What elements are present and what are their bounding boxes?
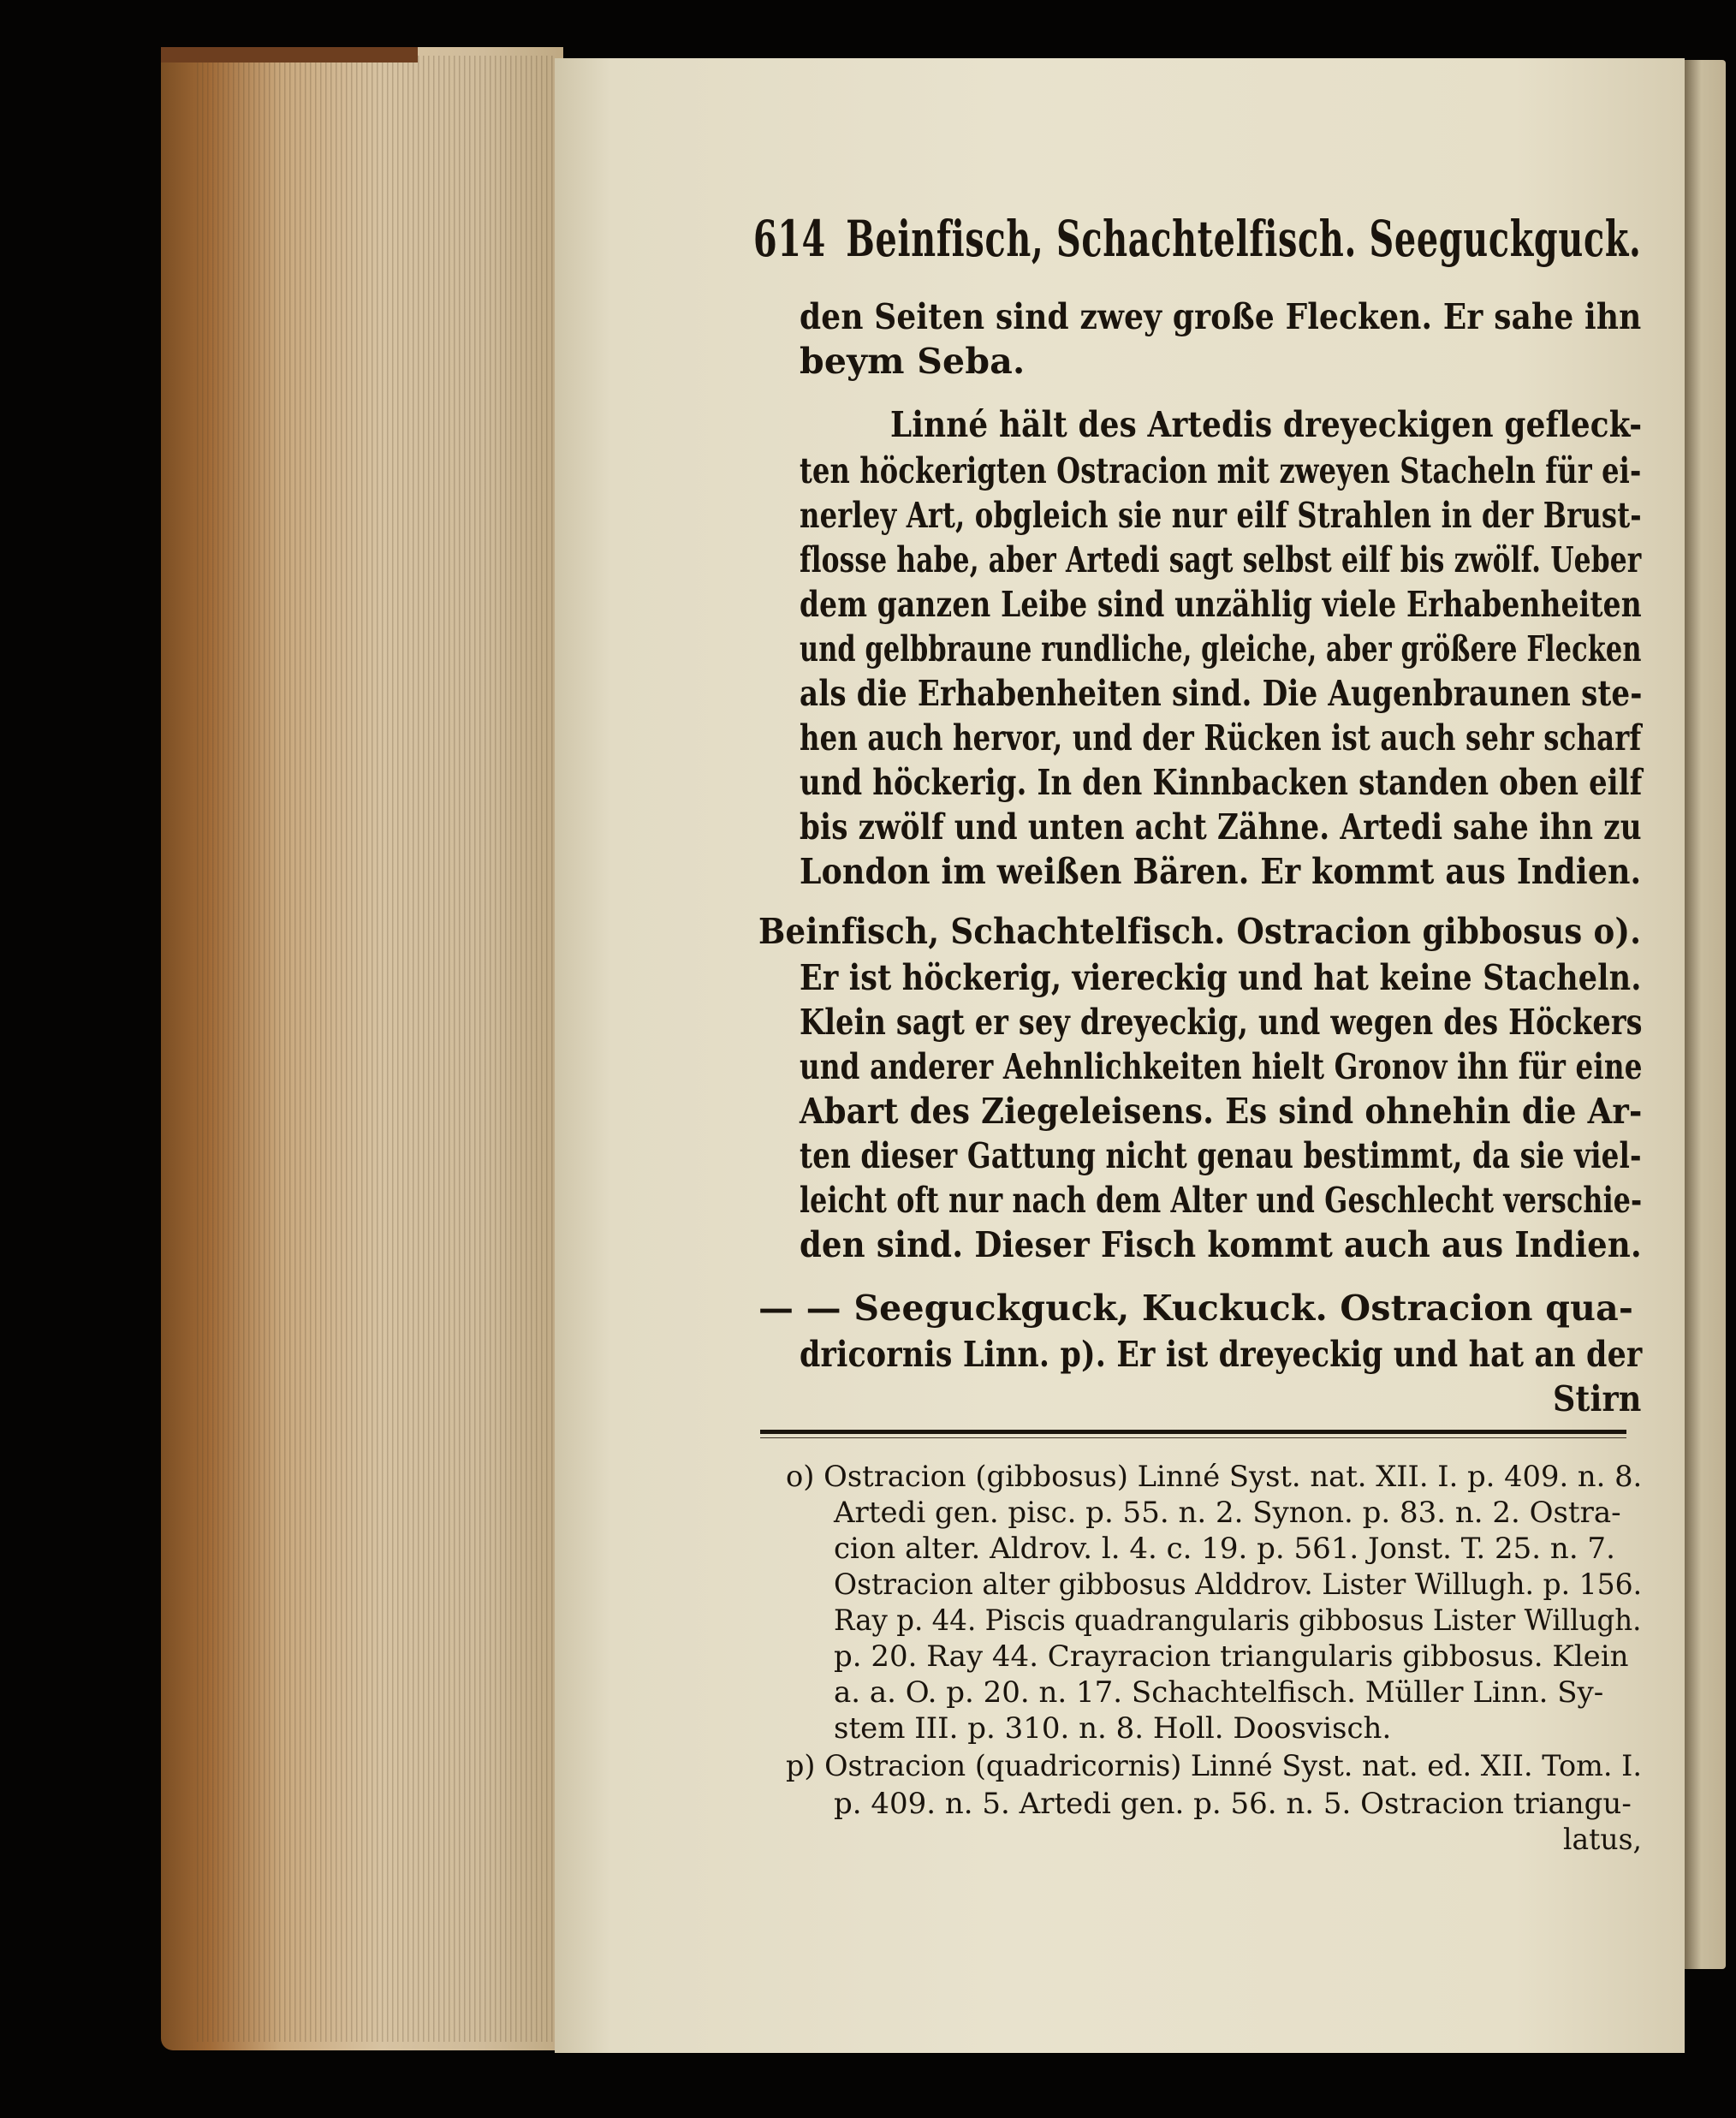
footnote-line: p. 20. Ray 44. Crayracion triangularis gibbosus. Klein bbox=[834, 1639, 1629, 1674]
body-line: dricornis Linn. p). Er ist dreyeckig und hat an der bbox=[800, 1334, 1643, 1375]
body-line: den Seiten sind zwey große Flecken. Er sahe ihn bbox=[800, 296, 1642, 337]
book-cover-edge bbox=[161, 47, 418, 62]
page-number: 614 bbox=[753, 210, 826, 268]
footnote-line: a. a. O. p. 20. n. 17. Schachtelfisch. Müller Linn. Sy- bbox=[834, 1675, 1604, 1710]
body-line: London im weißen Bären. Er kommt aus Indien. bbox=[800, 851, 1642, 892]
body-line: und höckerig. In den Kinnbacken standen oben eilf bbox=[800, 762, 1643, 803]
footnote-line: cion alter. Aldrov. l. 4. c. 19. p. 561. Jonst. T. 25. n. 7. bbox=[834, 1532, 1615, 1566]
body-line: leicht oft nur nach dem Alter und Geschlecht verschie- bbox=[800, 1180, 1643, 1221]
facing-page-edge bbox=[1685, 60, 1726, 1969]
body-line: — — Seeguckguck, Kuckuck. Ostracion qua- bbox=[758, 1288, 1634, 1329]
footnote-line: Artedi gen. pisc. p. 55. n. 2. Synon. p. 83. n. 2. Ostra- bbox=[834, 1496, 1621, 1530]
catchword: Stirn bbox=[1553, 1378, 1642, 1419]
body-line: den sind. Dieser Fisch kommt auch aus Indien. bbox=[800, 1224, 1642, 1265]
body-line: und anderer Aehnlichkeiten hielt Gronov ihn für eine bbox=[800, 1046, 1643, 1087]
body-line: als die Erhabenheiten sind. Die Augenbraunen ste- bbox=[800, 673, 1643, 714]
body-line: bis zwölf und unten acht Zähne. Artedi sahe ihn zu bbox=[800, 806, 1642, 848]
footnote-line: p) Ostracion (quadricornis) Linné Syst. nat. ed. XII. Tom. I. bbox=[786, 1749, 1642, 1783]
body-line: Abart des Ziegeleisens. Es sind ohnehin die Ar- bbox=[800, 1091, 1643, 1132]
body-line: dem ganzen Leibe sind unzählig viele Erhabenheiten bbox=[800, 584, 1642, 625]
body-line: Linné hält des Artedis dreyeckigen gefleck- bbox=[890, 404, 1643, 445]
body-line: ten höckerigten Ostracion mit zweyen Stacheln für ei- bbox=[800, 450, 1642, 491]
footnote-line: Ostracion alter gibbosus Alddrov. Lister Willugh. p. 156. bbox=[834, 1568, 1643, 1602]
running-head-title: Beinfisch, Schachtelfisch. Seeguckguck. bbox=[846, 210, 1642, 268]
page-edge-lines bbox=[197, 56, 556, 2042]
body-line: und gelbbraune rundliche, gleiche, aber größere Flecken bbox=[800, 628, 1642, 669]
body-line: nerley Art, obgleich sie nur eilf Strahlen in der Brust- bbox=[800, 495, 1642, 536]
running-head bbox=[753, 210, 1642, 268]
body-line: Er ist höckerig, viereckig und hat keine Stacheln. bbox=[800, 957, 1642, 998]
body-line: ten dieser Gattung nicht genau bestimmt, da sie viel- bbox=[800, 1135, 1642, 1176]
footnote-rule-thin bbox=[760, 1437, 1626, 1438]
footnote-line: o) Ostracion (gibbosus) Linné Syst. nat. XII. I. p. 409. n. 8. bbox=[786, 1460, 1643, 1494]
footnote-line: stem III. p. 310. n. 8. Holl. Doosvisch. bbox=[834, 1711, 1392, 1746]
body-line: flosse habe, aber Artedi sagt selbst eilf bis zwölf. Ueber bbox=[800, 539, 1642, 580]
footnote-rule bbox=[760, 1430, 1626, 1434]
footnote-catchword: latus, bbox=[1563, 1823, 1642, 1857]
body-line: beym Seba. bbox=[800, 341, 1026, 382]
footnote-line: p. 409. n. 5. Artedi gen. p. 56. n. 5. Ostracion triangu- bbox=[834, 1787, 1632, 1821]
footnote-line: Ray p. 44. Piscis quadrangularis gibbosus Lister Willugh. bbox=[834, 1603, 1642, 1638]
body-line: Klein sagt er sey dreyeckig, und wegen des Höckers bbox=[800, 1002, 1643, 1043]
body-line: Beinfisch, Schachtelfisch. Ostracion gibbosus o). bbox=[758, 911, 1642, 952]
body-line: hen auch hervor, und der Rücken ist auch sehr scharf bbox=[800, 717, 1642, 759]
